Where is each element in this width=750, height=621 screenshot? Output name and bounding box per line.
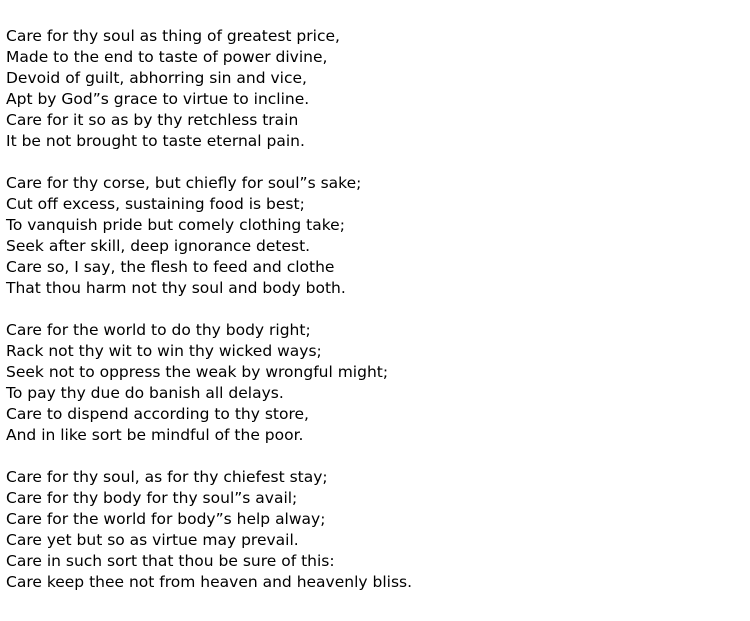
poem-line: Rack not thy wit to win thy wicked ways; [6, 342, 322, 360]
poem-line: That thou harm not thy soul and body both. [6, 279, 346, 297]
poem-line: Care for the world for body”s help alway; [6, 510, 326, 528]
poem-line: Care for thy soul as thing of greatest price, [6, 27, 340, 45]
poem-line: Devoid of guilt, abhorring sin and vice, [6, 69, 307, 87]
poem-line: Seek after skill, deep ignorance detest. [6, 237, 311, 255]
poem-line: Care for the world to do thy body right; [6, 321, 311, 339]
poem-line: To vanquish pride but comely clothing take; [6, 216, 345, 234]
poem-line: Made to the end to taste of power divine, [6, 48, 328, 66]
poem-line: Care for it so as by thy retchless train [6, 111, 299, 129]
stanza-2 [6, 173, 746, 299]
poem-line: Care yet but so as virtue may prevail. [6, 531, 299, 549]
poem-text [6, 26, 746, 614]
poem-line: Apt by God”s grace to virtue to incline. [6, 90, 310, 108]
stanza-1 [6, 26, 746, 152]
poem-line: Cut off excess, sustaining food is best; [6, 195, 305, 213]
poem-line: Care for thy corse, but chiefly for soul”s sake; [6, 174, 362, 192]
stanza-3 [6, 320, 746, 446]
poem-line: Care so, I say, the flesh to feed and clothe [6, 258, 335, 276]
poem-line: Care for thy body for thy soul”s avail; [6, 489, 298, 507]
stanza-4 [6, 467, 746, 593]
poem-line: Care to dispend according to thy store, [6, 405, 309, 423]
poem-line: It be not brought to taste eternal pain. [6, 132, 305, 150]
poem-line: Care keep thee not from heaven and heavenly bliss. [6, 573, 413, 591]
poem-line: Care in such sort that thou be sure of this: [6, 552, 335, 570]
poem-line: To pay thy due do banish all delays. [6, 384, 284, 402]
poem-line: And in like sort be mindful of the poor. [6, 426, 304, 444]
poem-line: Care for thy soul, as for thy chiefest stay; [6, 468, 328, 486]
poem-line: Seek not to oppress the weak by wrongful might; [6, 363, 389, 381]
